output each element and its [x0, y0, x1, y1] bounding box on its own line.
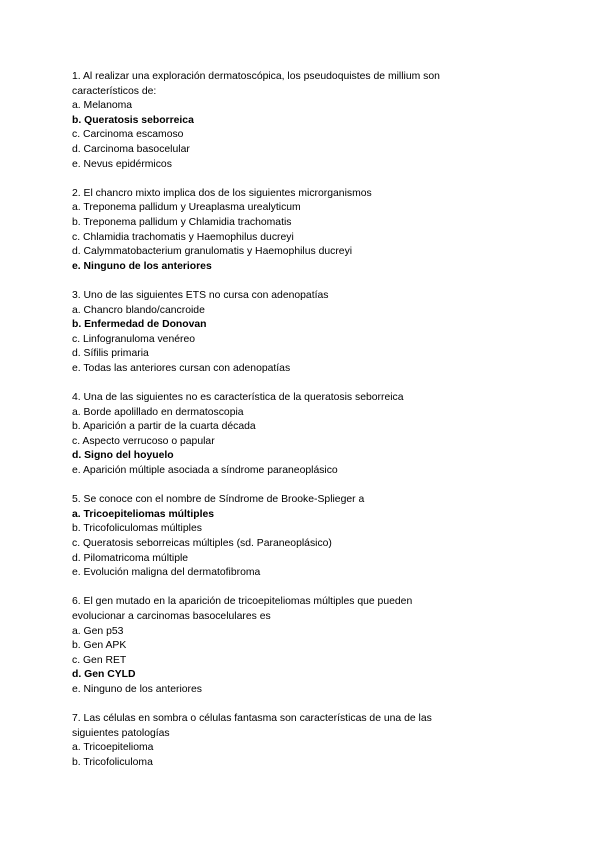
option-b: b. Gen APK — [72, 640, 127, 652]
option-e-correct: e. Ninguno de los anteriores — [72, 260, 212, 272]
question-text: 2. El chancro mixto implica dos de los siguientes microrganismos — [72, 187, 372, 199]
option-a: a. Tricoepitelioma — [72, 742, 154, 754]
option-e: e. Evolución maligna del dermatofibroma — [72, 567, 261, 579]
option-b: b. Aparición a partir de la cuarta década — [72, 421, 256, 433]
question-text: 3. Uno de las siguientes ETS no cursa con adenopatías — [72, 289, 329, 301]
option-e: e. Ninguno de los anteriores — [72, 683, 202, 695]
option-c: c. Carcinoma escamoso — [72, 129, 184, 141]
question-3 — [72, 289, 542, 377]
question-text: 1. Al realizar una exploración dermatoscópica, los pseudoquistes de millium son característicos de: — [72, 71, 440, 97]
question-text: 4. Una de las siguientes no es característica de la queratosis seborreica — [72, 392, 404, 404]
question-text: 7. Las células en sombra o células fantasma son características de una de las siguientes patologías — [72, 713, 432, 739]
option-c: c. Gen RET — [72, 654, 127, 666]
option-a: a. Borde apolillado en dermatoscopia — [72, 406, 244, 418]
option-b-correct: b. Queratosis seborreica — [72, 114, 194, 126]
question-text: 5. Se conoce con el nombre de Síndrome de Brooke-Splieger a — [72, 494, 365, 506]
option-b: b. Treponema pallidum y Chlamidia trachomatis — [72, 216, 292, 228]
option-e: e. Aparición múltiple asociada a síndrome paraneoplásico — [72, 465, 338, 477]
option-b-correct: b. Enfermedad de Donovan — [72, 319, 207, 331]
option-d-correct: d. Gen CYLD — [72, 669, 136, 681]
question-text: 6. El gen mutado en la aparición de tricoepiteliomas múltiples que pueden evolucionar a carcinomas basocelulares es — [72, 596, 413, 622]
option-d-correct: d. Signo del hoyuelo — [72, 450, 174, 462]
option-d: d. Sífilis primaria — [72, 348, 149, 360]
option-c: c. Aspecto verrucoso o papular — [72, 435, 215, 447]
question-6 — [72, 595, 542, 697]
option-a: a. Treponema pallidum y Ureaplasma urealyticum — [72, 202, 301, 214]
question-4 — [72, 391, 542, 479]
option-c: c. Linfogranuloma venéreo — [72, 333, 196, 345]
option-d: d. Calymmatobacterium granulomatis y Haemophilus ducreyi — [72, 246, 353, 258]
option-a: a. Melanoma — [72, 100, 133, 112]
question-7 — [72, 712, 542, 770]
option-a-correct: a. Tricoepiteliomas múltiples — [72, 508, 215, 520]
option-e: e. Todas las anteriores cursan con adenopatías — [72, 362, 291, 374]
option-e: e. Nevus epidérmicos — [72, 158, 172, 170]
option-b: b. Tricofoliculomas múltiples — [72, 523, 202, 535]
document-page — [72, 70, 542, 785]
option-a: a. Gen p53 — [72, 625, 124, 637]
option-d: d. Carcinoma basocelular — [72, 143, 190, 155]
option-d: d. Pilomatricoma múltiple — [72, 552, 189, 564]
option-b: b. Tricofoliculoma — [72, 756, 153, 768]
question-1 — [72, 70, 542, 172]
option-c: c. Queratosis seborreicas múltiples (sd. Paraneoplásico) — [72, 538, 332, 549]
option-c: c. Chlamidia trachomatis y Haemophilus ducreyi — [72, 231, 294, 243]
option-a: a. Chancro blando/cancroide — [72, 304, 205, 316]
question-5 — [72, 493, 542, 581]
question-2 — [72, 187, 542, 275]
